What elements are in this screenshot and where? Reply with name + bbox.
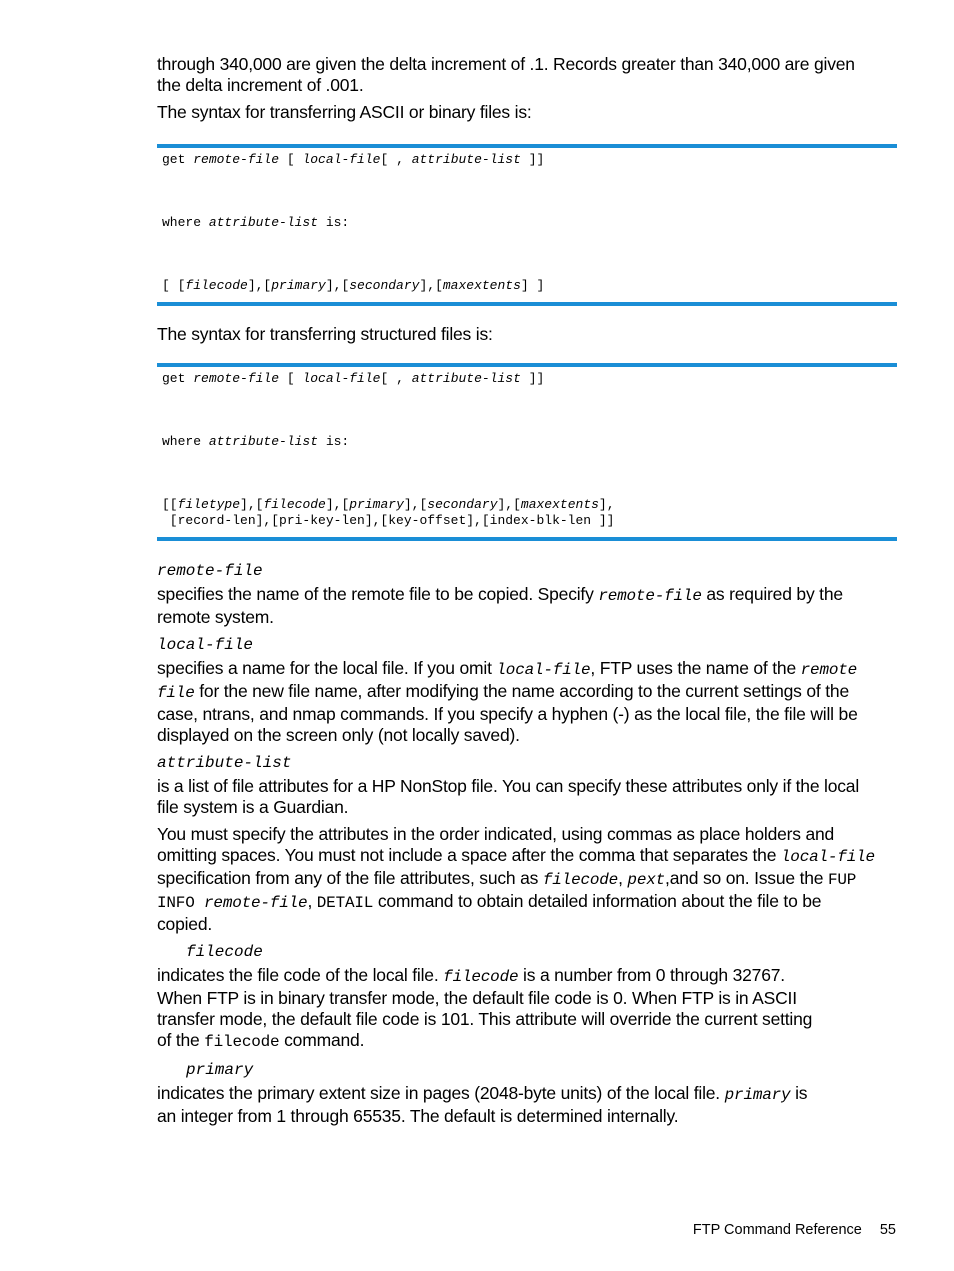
code-block-ascii: [157, 144, 897, 306]
def-primary: indicates the primary extent size in pages (2048-byte units) of the local file. primary is an integer from 1 through 65535. The default is determined internally.: [157, 1083, 808, 1126]
code-block-structured: [157, 363, 897, 541]
term-primary: primary: [186, 1061, 254, 1079]
term-remote-file: remote-file: [157, 562, 263, 580]
code-line: [record-len],[pri-key-len],[key-offset],[index-blk-len ]]: [162, 513, 615, 528]
term-filecode: filecode: [186, 943, 263, 961]
text-line: through 340,000 are given the delta increment of .1. Records greater than 340,000 are given: [157, 54, 855, 74]
def-remote-file: specifies the name of the remote file to be copied. Specify remote-file as required by the remote system.: [157, 584, 843, 627]
def-local-file: specifies a name for the local file. If you omit local-file, FTP uses the name of the remote file for the new file name, after modifying the name according to the current settings of the case, ntrans, and nmap commands. If you specify a hyphen (-) as the local file, the file will be displayed on the screen only (not locally saved).: [157, 658, 858, 745]
code-line: get remote-file [ local-file[ , attribute-list ]]: [162, 371, 545, 386]
term-local-file: local-file: [157, 636, 254, 654]
syntax-intro-structured: The syntax for transferring structured files is:: [157, 324, 493, 344]
code-line: [ [filecode],[primary],[secondary],[maxextents] ]: [162, 278, 545, 293]
code-line: where attribute-list is:: [162, 215, 350, 230]
def-attribute-list: is a list of file attributes for a HP NonStop file. You can specify these attributes only if the local file system is a Guardian.: [157, 776, 860, 817]
code-line: where attribute-list is:: [162, 434, 350, 449]
code-line: get remote-file [ local-file[ , attribute-list ]]: [162, 152, 545, 167]
page-content: [157, 54, 897, 1127]
page-footer: [693, 1222, 896, 1238]
def-filecode: indicates the file code of the local file. filecode is a number from 0 through 32767. When FTP is in binary transfer mode, the default file code is 0. When FTP is in ASCII transfer mode, the default file code is 101. This attribute will override the current setting of the filecode command.: [157, 965, 813, 1051]
page-number: 55: [879, 1222, 896, 1238]
code-line: [[filetype],[filecode],[primary],[secondary],[maxextents],: [162, 497, 615, 512]
def-attribute-list-order: You must specify the attributes in the order indicated, using commas as place holders and omitting spaces. You must not include a space after the comma that separates the local-file specification from any of the file attributes, such as filecode, pext,and so on. Issue the FUP INFO remote-file, DETAIL command to obtain detailed information about the file to be copied.: [157, 824, 875, 934]
text-line: the delta increment of .001.: [157, 75, 364, 95]
footer-section-title: FTP Command Reference: [692, 1222, 862, 1238]
syntax-intro-ascii: The syntax for transferring ASCII or binary files is:: [157, 102, 532, 122]
intro-paragraph: [157, 54, 897, 96]
term-attribute-list: attribute-list: [157, 754, 292, 772]
